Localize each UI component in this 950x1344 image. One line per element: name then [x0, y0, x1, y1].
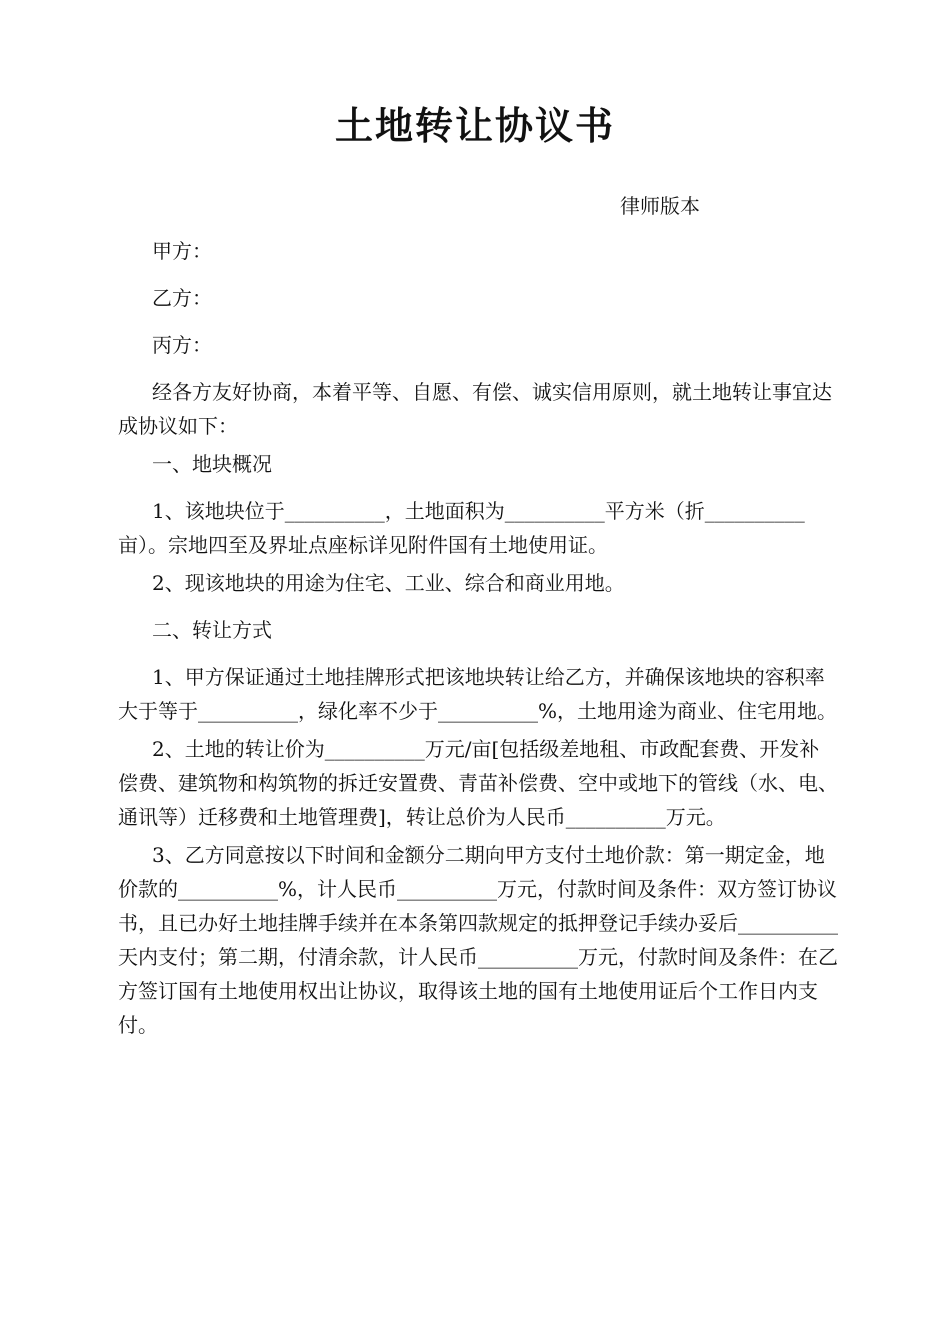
clause-2-3: 3、乙方同意按以下时间和金额分二期向甲方支付土地价款：第一期定金，地价款的__________%，计人民币__________万元，付款时间及条件：双方签订协议书，且已办好土地挂牌手续并在本条第四款规定的抵押登记手续办妥后__________天内支付；第二期，付清余款，计人民币__________万元，付款时间及条件：在乙方签订国有土地使用权出让协议，取得该土地的国有土地使用证后个工作日内支付。	[118, 843, 838, 1037]
section-heading-transfer-method: 二、转让方式	[152, 618, 272, 642]
party-b-line: 乙方：	[152, 286, 212, 310]
clause-1-1: 1、该地块位于__________，土地面积为__________平方米（折__________亩）。宗地四至及界址点座标详见附件国有土地使用证。	[118, 499, 805, 557]
party-c-line: 丙方：	[152, 333, 212, 357]
preamble-paragraph: 经各方友好协商，本着平等、自愿、有偿、诚实信用原则，就土地转让事宜达成协议如下：	[118, 380, 832, 438]
party-a-line: 甲方：	[152, 239, 212, 263]
clause-1-2: 2、现该地块的用途为住宅、工业、综合和商业用地。	[152, 571, 625, 595]
document-title: 土地转让协议书	[334, 103, 615, 148]
section-heading-land-overview: 一、地块概况	[152, 452, 272, 476]
clause-2-2: 2、土地的转让价为__________万元/亩[包括级差地租、市政配套费、开发补偿费、建筑物和构筑物的拆迁安置费、青苗补偿费、空中或地下的管线（水、电、通讯等）迁移费和土地管理费]，转让总价为人民币__________万元。	[118, 737, 838, 829]
version-note: 律师版本	[620, 194, 700, 218]
document-body	[118, 234, 838, 1055]
clause-2-1: 1、甲方保证通过土地挂牌形式把该地块转让给乙方，并确保该地块的容积率大于等于__________，绿化率不少于__________%，土地用途为商业、住宅用地。	[118, 665, 838, 723]
